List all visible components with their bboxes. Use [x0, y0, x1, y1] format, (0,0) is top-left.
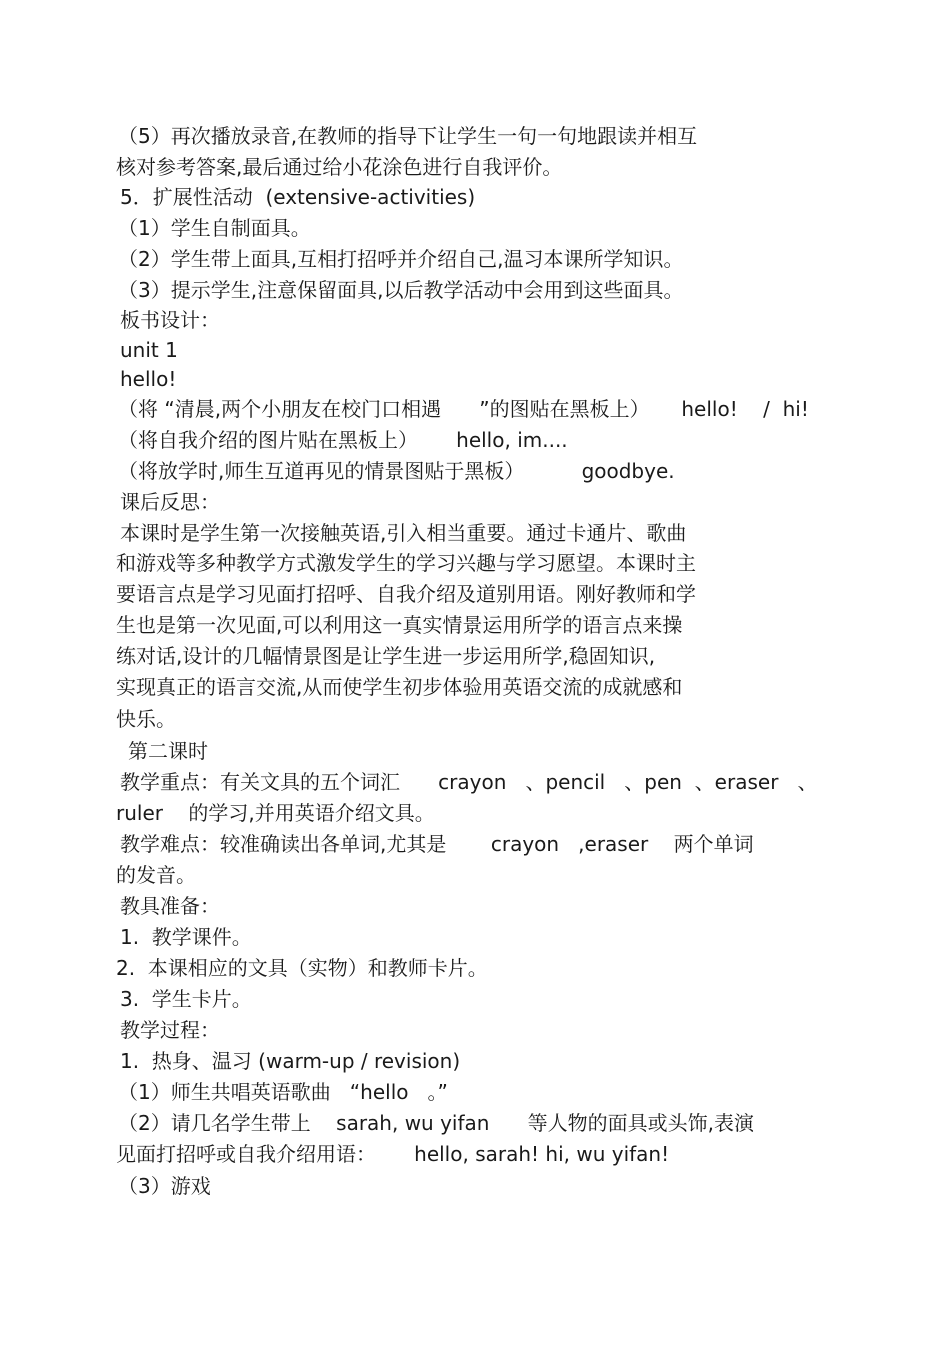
text-line: （2）请几名学生带上 sarah, wu yifan 等人物的面具或头饰,表演 [118, 1111, 754, 1135]
list-item: 1. 教学课件。 [120, 925, 252, 949]
list-item: 1. 热身、温习 (warm-up / revision) [120, 1049, 461, 1073]
text-line: （1）师生共唱英语歌曲 “hello 。” [118, 1080, 448, 1104]
text-line: 本课时是学生第一次接触英语,引入相当重要。通过卡通片、歌曲 [120, 521, 687, 545]
list-item: 3. 学生卡片。 [120, 987, 252, 1011]
text-line: （5）再次播放录音,在教师的指导下让学生一句一句地跟读并相互 [118, 124, 698, 148]
text-line: hello! [120, 367, 177, 391]
text-line: 的发音。 [116, 863, 196, 887]
text-line: 见面打招呼或自我介绍用语： hello, sarah! hi, wu yifan! [116, 1142, 670, 1166]
text-line: 教学重点：有关文具的五个词汇 crayon 、pencil 、pen 、eraser 、 [120, 770, 818, 794]
section-heading: 第二课时 [128, 739, 208, 763]
section-heading: 课后反思： [120, 490, 220, 514]
text-line: 生也是第一次见面,可以利用这一真实情景运用所学的语言点来操 [116, 613, 683, 637]
list-item: 2. 本课相应的文具（实物）和教师卡片。 [116, 956, 488, 980]
text-line: 核对参考答案,最后通过给小花涂色进行自我评价。 [116, 155, 563, 179]
text-line: （将 “清晨,两个小朋友在校门口相遇 ”的图贴在黑板上） hello! / hi! [118, 397, 809, 421]
text-line: （1）学生自制面具。 [118, 216, 311, 240]
text-line: （将自我介绍的图片贴在黑板上） hello, im.... [118, 428, 568, 452]
text-line: （3）提示学生,注意保留面具,以后教学活动中会用到这些面具。 [118, 278, 684, 302]
section-heading: 教学过程： [120, 1018, 220, 1042]
text-line: 要语言点是学习见面打招呼、自我介绍及道别用语。刚好教师和学 [116, 582, 696, 606]
text-line: 实现真正的语言交流,从而使学生初步体验用英语交流的成就感和 [116, 675, 683, 699]
section-heading: 板书设计： [120, 308, 220, 332]
text-line: unit 1 [120, 338, 178, 362]
text-line: （3）游戏 [118, 1174, 211, 1198]
text-line: 练对话,设计的几幅情景图是让学生进一步运用所学,稳固知识, [116, 644, 656, 668]
text-line: 快乐。 [116, 707, 176, 731]
text-line: （将放学时,师生互道再见的情景图贴于黑板） goodbye. [118, 459, 675, 483]
text-line: ruler 的学习,并用英语介绍文具。 [116, 801, 435, 825]
text-line: 和游戏等多种教学方式激发学生的学习兴趣与学习愿望。本课时主 [116, 551, 696, 575]
text-line: 教学难点：较准确读出各单词,尤其是 crayon ,eraser 两个单词 [120, 832, 754, 856]
text-line: （2）学生带上面具,互相打招呼并介绍自己,温习本课所学知识。 [118, 247, 684, 271]
section-heading: 教具准备： [120, 894, 220, 918]
section-heading: 5．扩展性活动 (extensive-activities) [120, 185, 476, 209]
